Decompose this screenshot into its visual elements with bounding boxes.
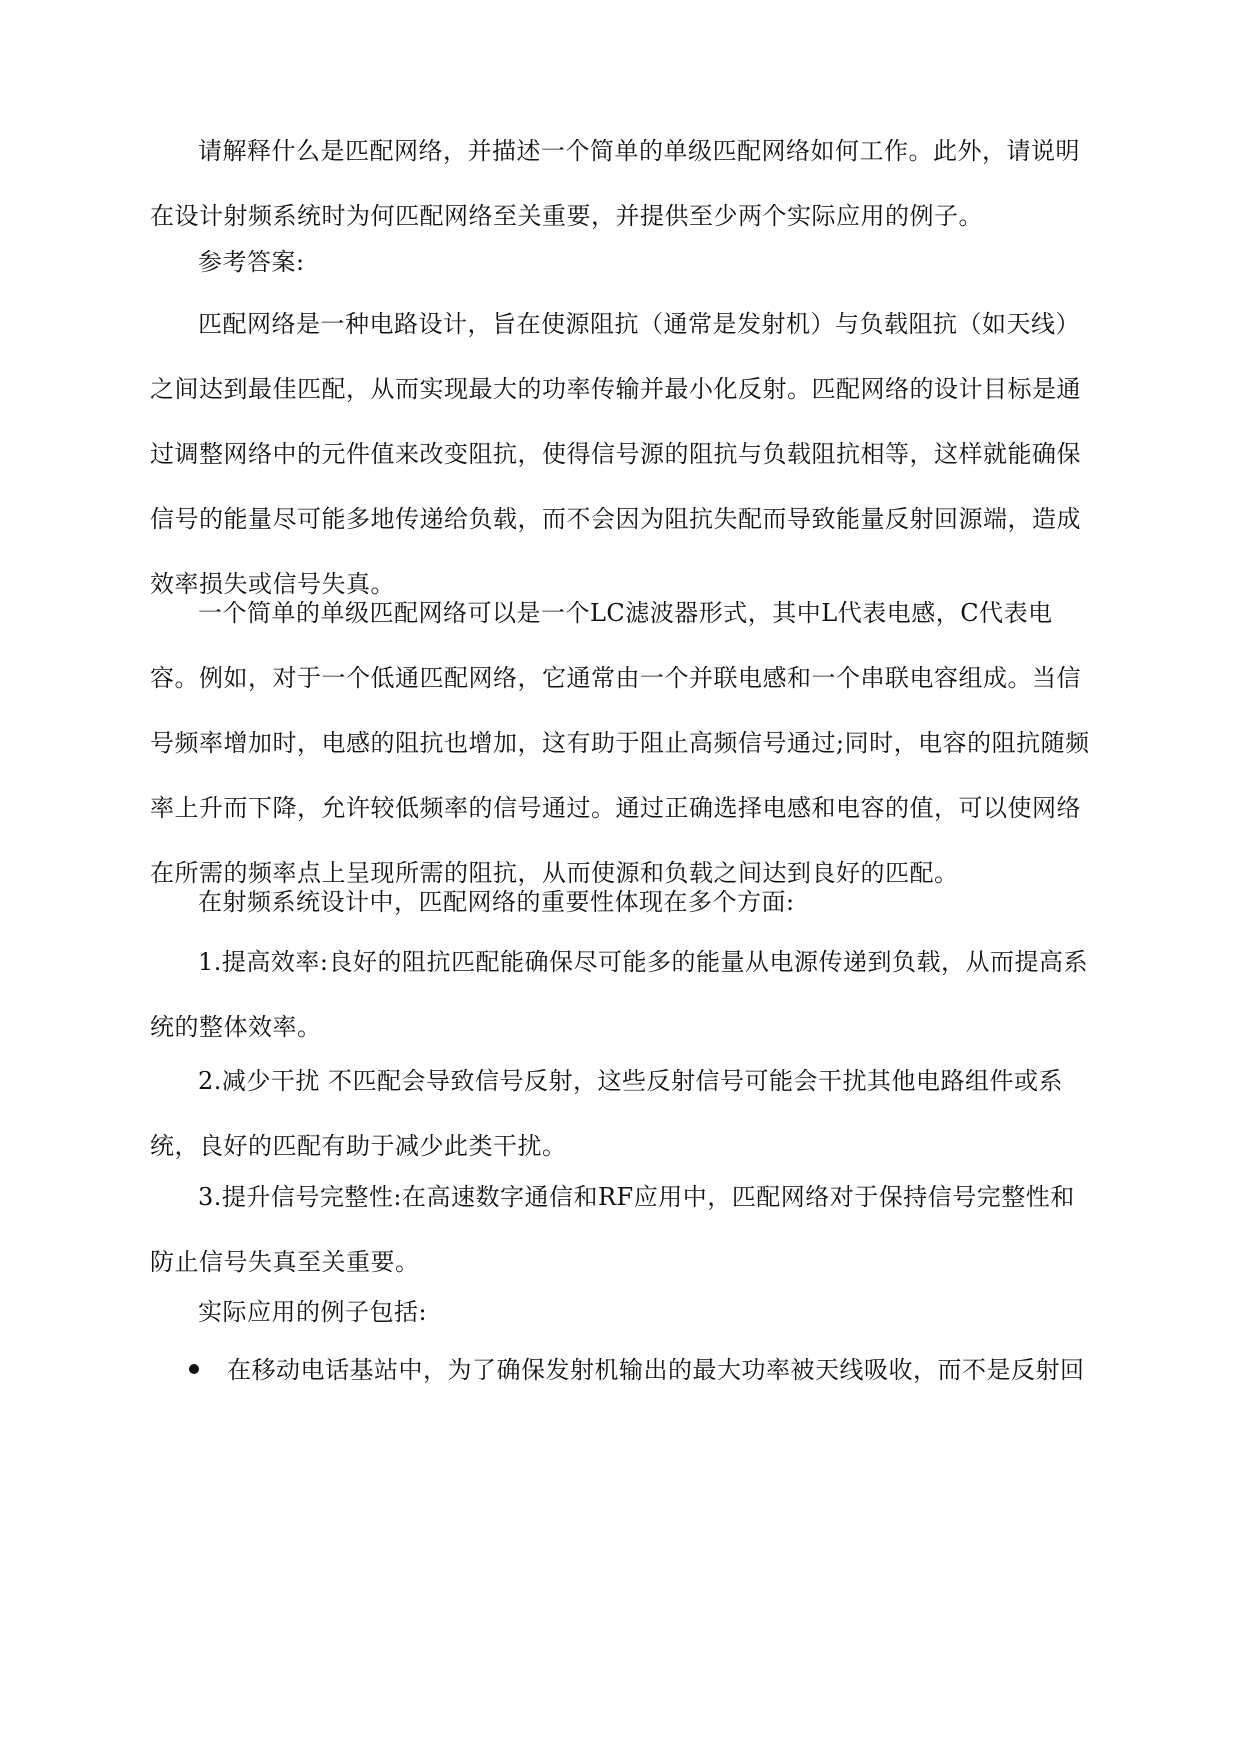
bullet-icon [189,1364,199,1374]
examples-intro: 实际应用的例子包括: [198,1298,428,1326]
example-item-text: 在移动电话基站中，为了确保发射机输出的最大功率被天线吸收，而不是反射回 [227,1356,1085,1384]
single-stage-paragraph: 一个简单的单级匹配网络可以是一个LC滤波器形式，其中L代表电感，C代表电容。例如，对于一个低通匹配网络，它通常由一个并联电感和一个串联电容组成。当信号频率增加时，电感的阻抗也增加，这有助于阻止高频信号通过;同时，电容的阻抗随频率上升而下降，允许较低频率的信号通过。通过正确选择电感和电容的值，可以使网络在所需的频率点上呈现所需的阻抗，从而使源和负载之间达到良好的匹配。 [150,599,1090,887]
point-efficiency: 1.提高效率:良好的阻抗匹配能确保尽可能多的能量从电源传递到负载，从而提高系统的整体效率。 [150,948,1088,1041]
question-line-2: 在设计射频系统时为何匹配网络至关重要，并提供至少两个实际应用的例子。 [150,202,983,230]
point-signal-integrity: 3.提升信号完整性:在高速数字通信和RF应用中，匹配网络对于保持信号完整性和防止信号失真至关重要。 [150,1183,1075,1276]
importance-intro: 在射频系统设计中，匹配网络的重要性体现在多个方面: [198,888,795,916]
question-line-1: 请解释什么是匹配网络，并描述一个简单的单级匹配网络如何工作。此外，请说明 [198,137,1080,165]
point-interference: 2.减少干扰 不匹配会导致信号反射，这些反射信号可能会干扰其他电路组件或系统，良好的匹配有助于减少此类干扰。 [150,1067,1064,1160]
answer-heading: 参考答案: [198,248,305,276]
definition-paragraph: 匹配网络是一种电路设计，旨在使源阻抗（通常是发射机）与负载阻抗（如天线）之间达到最佳匹配，从而实现最大的功率传输并最小化反射。匹配网络的设计目标是通过调整网络中的元件值来改变阻抗，使得信号源的阻抗与负载阻抗相等，这样就能确保信号的能量尽可能多地传递给负载，而不会因为阻抗失配而导致能量反射回源端，造成效率损失或信号失真。 [150,310,1081,598]
